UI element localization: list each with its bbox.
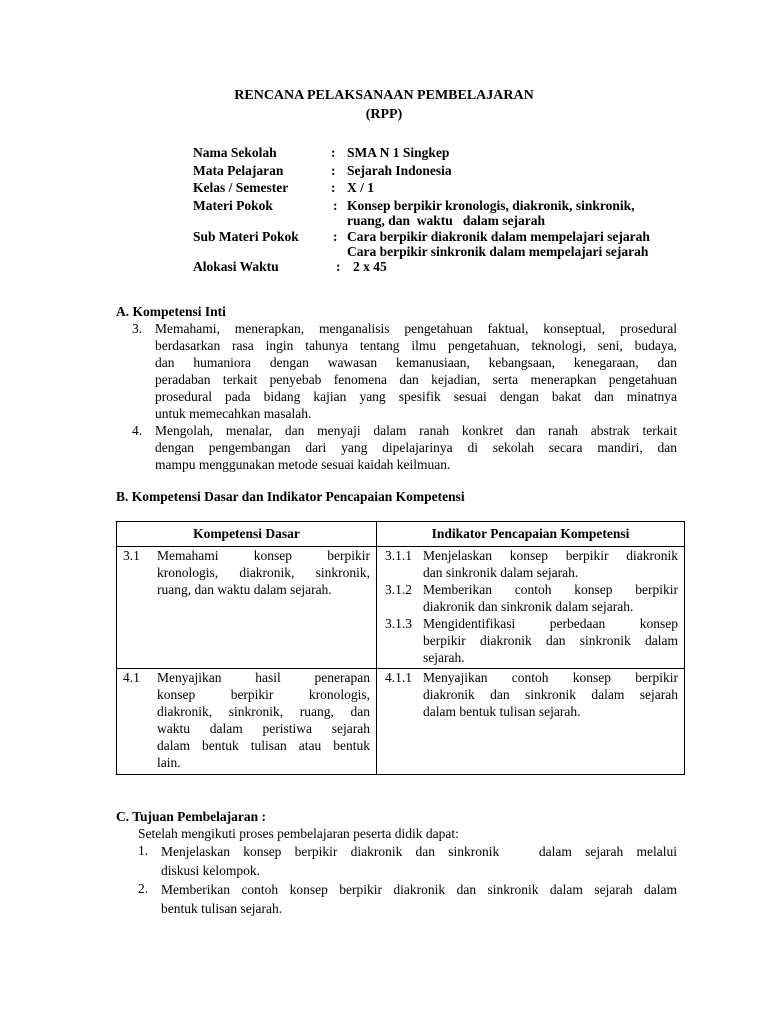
section-c-intro: Setelah mengikuti proses pembelajaran peserta didik dapat: [138,826,459,841]
colon: : [331,145,336,160]
colon: : [333,198,338,213]
label-mata-pelajaran: Mata Pelajaran [193,163,284,178]
value-nama-sekolah: SMA N 1 Singkep [347,145,450,160]
header-indikator: Indikator Pencapaian Kompetensi [377,522,685,547]
ki-3-text: Memahami, menerapkan, menganalisis pengetahuan faktual, konseptual, prosedural berdasarkan rasa ingin tahunya tentang ilmu pengetahuan, teknologi, seni, budaya, dan humaniora dengan wawasan kemanusiaan, kebangsaan, kenegaraan, dan peradaban terkait penyebab fenomena dan kejadian, serta menerapkan pengetahuan prosedural pada bidang kajian yang spesifik sesuai dengan bakat dan minatnya untuk memecahkan masalah. [155,321,677,421]
indikator-3-1-1: 3.1.1 Menjelaskan konsep berpikir diakronik dan sinkronik dalam sejarah. [385,548,678,580]
value-mata-pelajaran: Sejarah Indonesia [347,163,452,178]
label-sub-materi-pokok: Sub Materi Pokok [193,229,299,244]
value-kelas-semester: X / 1 [347,180,374,195]
ki-3-number: 3. [132,321,143,336]
label-kelas-semester: Kelas / Semester [193,180,289,195]
competency-table [116,521,685,775]
kd-4-1: 4.1 Menyajikan hasil penerapan konsep berpikir kronologis, diakronik, sinkronik, ruang, dan waktu dalam peristiwa sejarah dalam bentuk tulisan atau bentuk lain. [123,670,370,770]
kd-3-1: 3.1 Memahami konsep berpikir kronologis, diakronik, sinkronik, ruang, dan waktu dalam sejarah. [123,548,370,597]
value-materi-pokok: Konsep berpikir kronologis, diakronik, sinkronik, [347,198,635,213]
ki-4-text: Mengolah, menalar, dan menyaji dalam ranah konkret dan ranah abstrak terkait dengan pengembangan dari yang dipelajarinya di sekolah secara mandiri, dan mampu menggunakan metode sesuai kaidah keilmuan. [155,423,677,472]
indikator-3-1-3: 3.1.3 Mengidentifikasi perbedaan konsep berpikir diakronik dan sinkronik dalam sejarah. [385,616,678,665]
tujuan-2-text: Memberikan contoh konsep berpikir diakronik dan sinkronik dalam sejarah dalam bentuk tulisan sejarah. [161,882,677,916]
ki-4-number: 4. [132,423,143,438]
value-materi-pokok-cont: ruang, dan waktu dalam sejarah [347,213,546,228]
value-alokasi-waktu: 2 x 45 [353,259,387,274]
label-alokasi-waktu: Alokasi Waktu [193,259,279,274]
table-row [117,669,685,775]
document-subtitle: (RPP) [365,107,403,122]
value-sub-materi-pokok: Cara berpikir diakronik dalam mempelajari sejarah [347,229,650,244]
label-nama-sekolah: Nama Sekolah [193,145,277,160]
section-c-heading: C. Tujuan Pembelajaran : [116,809,267,824]
colon: : [331,163,336,178]
tujuan-2-number: 2. [138,881,149,896]
value-sub-materi-pokok-cont: Cara berpikir sinkronik dalam mempelajari sejarah [347,244,649,259]
colon: : [336,259,341,274]
table-row [117,547,685,669]
label-materi-pokok: Materi Pokok [193,198,273,213]
colon: : [333,229,338,244]
section-b-heading: B. Kompetensi Dasar dan Indikator Pencapaian Kompetensi [116,489,465,504]
section-a-heading: A. Kompetensi Inti [116,304,226,319]
indikator-3-1-2: 3.1.2 Memberikan contoh konsep berpikir diakronik dan sinkronik dalam sejarah. [385,582,678,614]
indikator-4-1-1: 4.1.1 Menyajikan contoh konsep berpikir diakronik dan sinkronik dalam sejarah dalam bentuk tulisan sejarah. [385,670,678,719]
document-title: RENCANA PELAKSANAAN PEMBELAJARAN [234,88,534,103]
header-kompetensi-dasar: Kompetensi Dasar [117,522,377,547]
tujuan-1-text: Menjelaskan konsep berpikir diakronik dan sinkronik dalam sejarah melalui diskusi kelompok. [161,844,677,878]
colon: : [331,180,336,195]
tujuan-1-number: 1. [138,843,149,858]
